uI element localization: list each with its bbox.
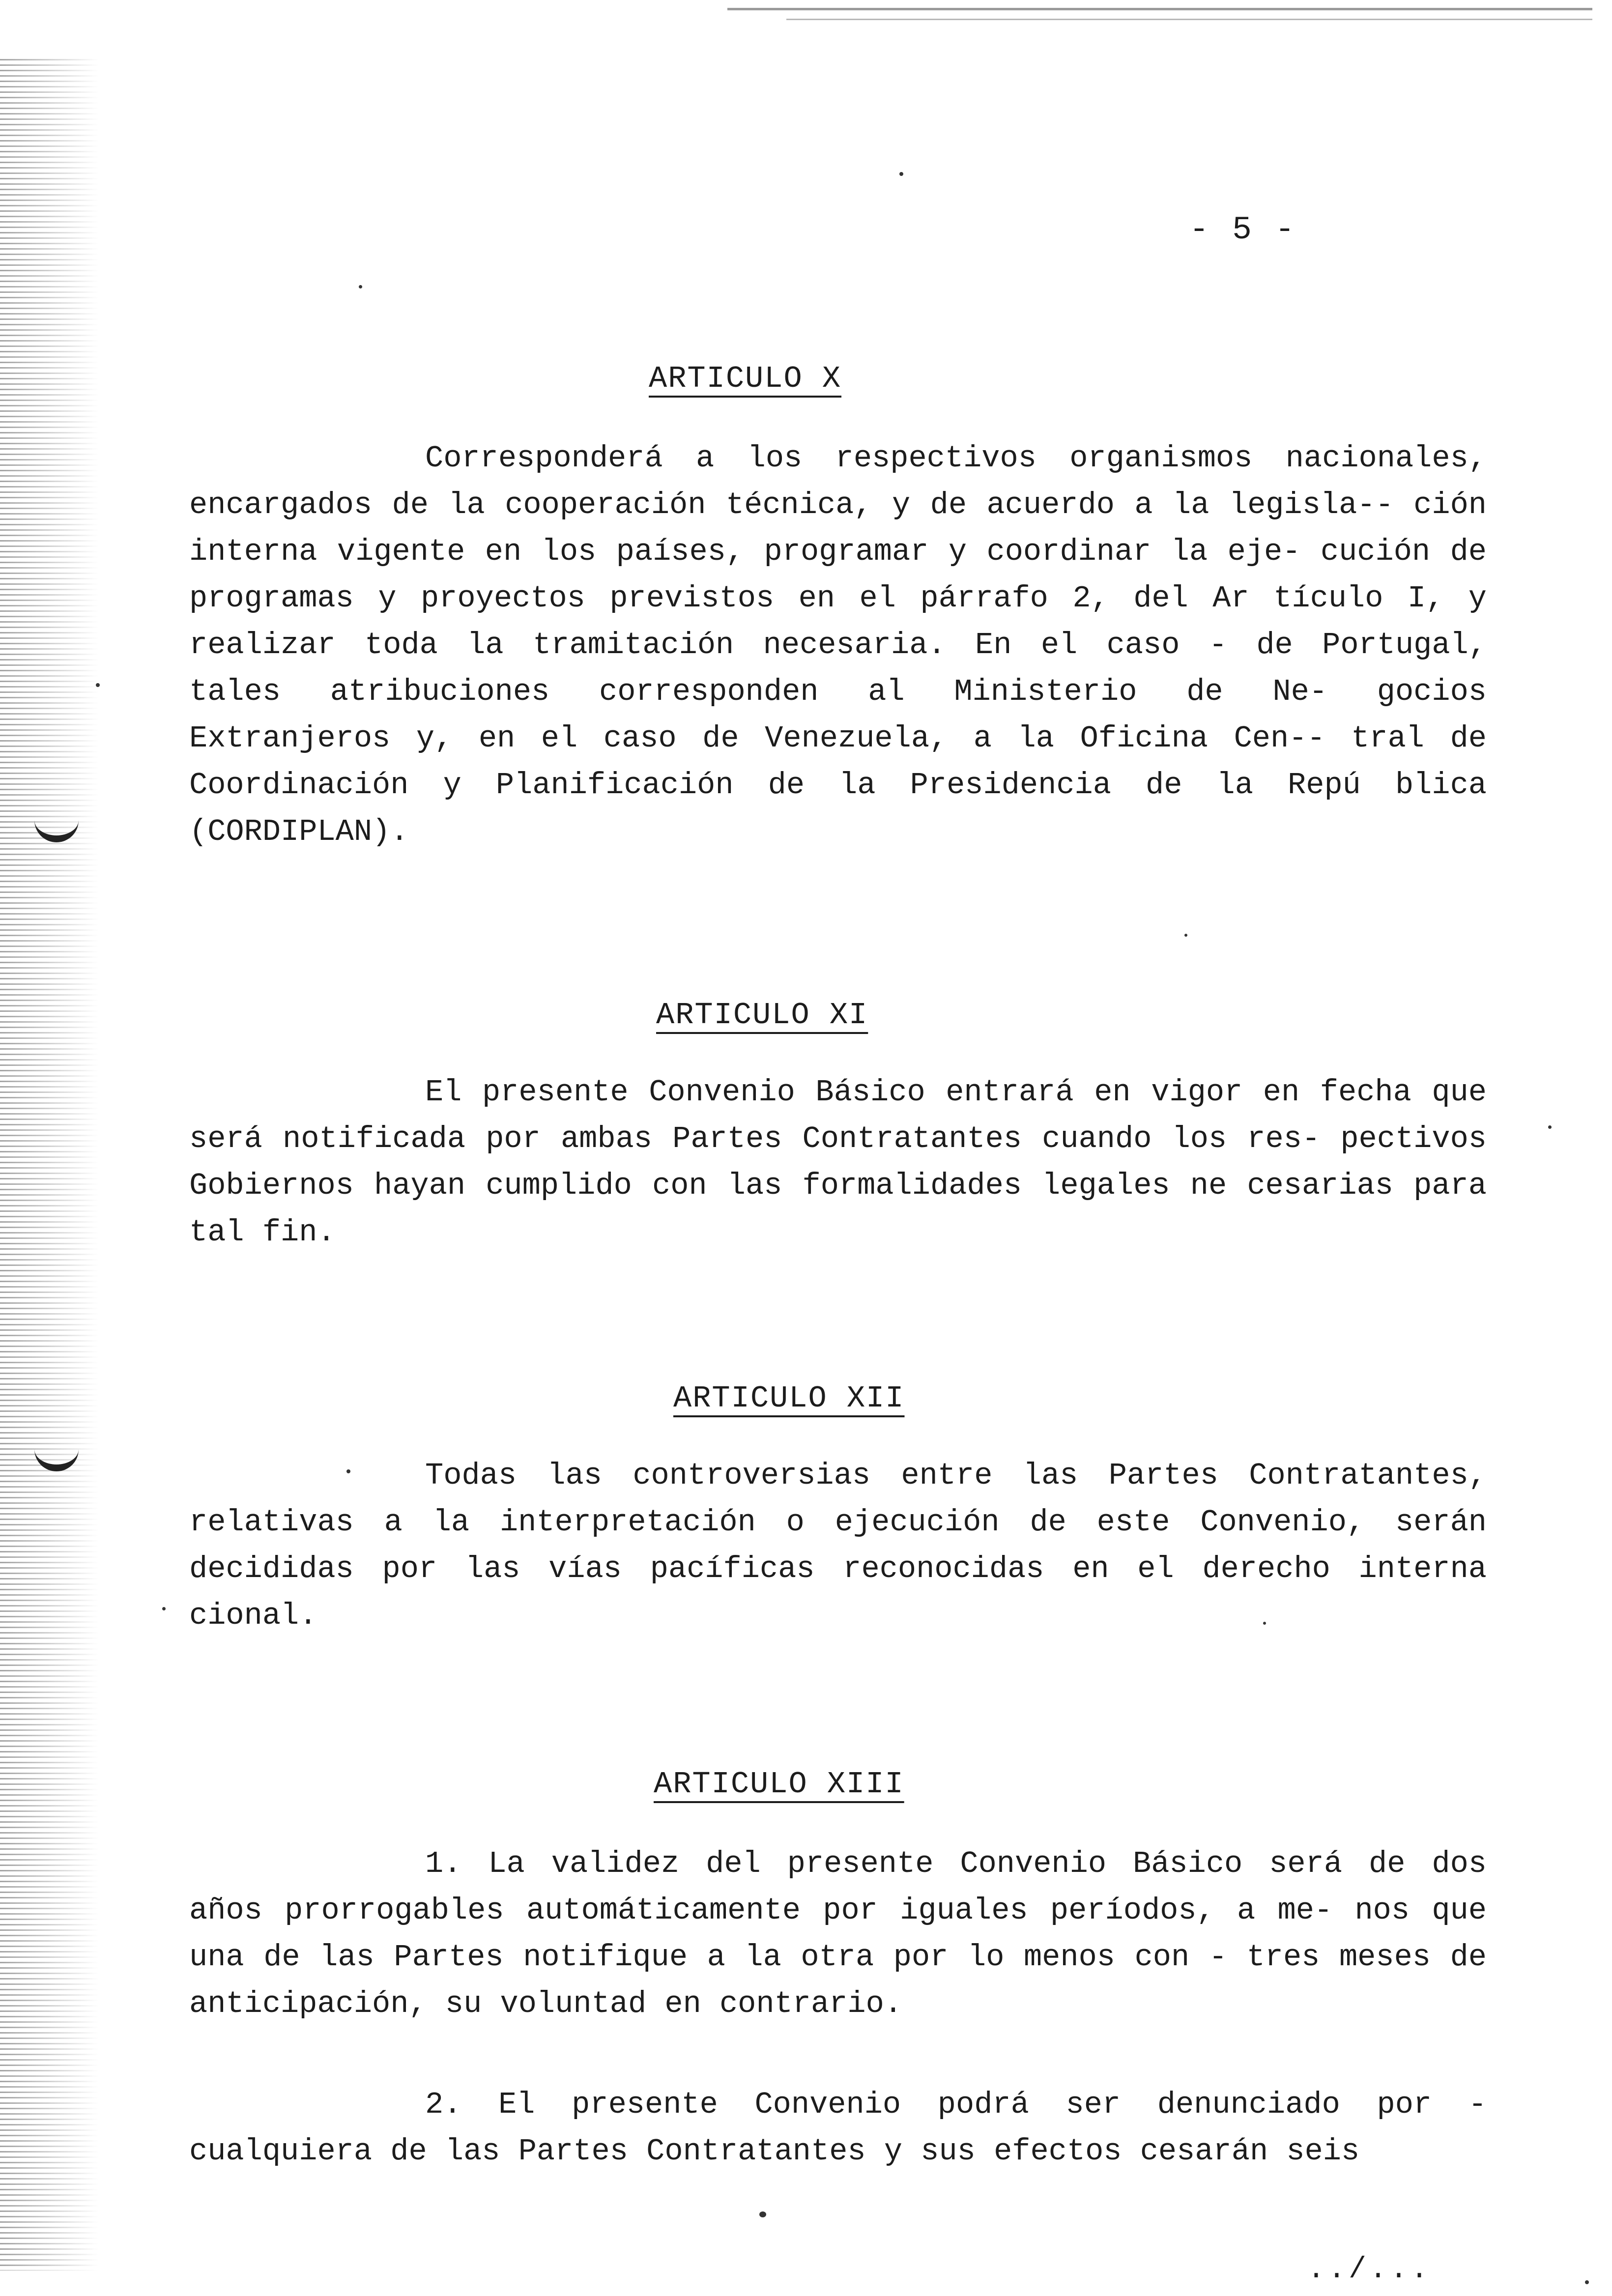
article-x-paragraph xyxy=(189,435,1487,855)
continuation-mark: ../... xyxy=(1307,2253,1432,2287)
article-xi-paragraph xyxy=(189,1069,1487,1256)
article-xiii-paragraph-2 xyxy=(189,2081,1487,2175)
article-xii-paragraph xyxy=(189,1452,1487,1639)
scan-artifact-top-rule-secondary xyxy=(786,19,1592,20)
article-xii-paragraph-text: Todas las controversias entre las Partes Contratantes, relativas a la interpretación o ejecución de este Convenio, serán decididas por las vías pacíficas reconocidas en el derecho interna cional. xyxy=(189,1458,1487,1633)
article-heading-x: ARTICULO X xyxy=(649,361,842,396)
article-xiii-paragraph-2-text: 2. El presente Convenio podrá ser denunciado por - cualquiera de las Partes Contratantes y sus efectos cesarán seis xyxy=(189,2087,1487,2169)
article-xiii-paragraph-1 xyxy=(189,1840,1487,2027)
article-heading-xiii: ARTICULO XIII xyxy=(654,1767,904,1802)
article-xi-paragraph-text: El presente Convenio Básico entrará en vigor en fecha que será notificada por ambas Partes Contratantes cuando los res- pectivos Gobiernos hayan cumplido con las formalidades legales ne cesarias para tal fin. xyxy=(189,1075,1487,1250)
article-x-paragraph-text: Corresponderá a los respectivos organismos nacionales, encargados de la cooperación técnica, y de acuerdo a la legisla-- ción interna vigente en los países, programar y coordinar la eje- cución de programas y proyectos previstos en el párrafo 2, del Ar tículo I, y realizar toda la tramitación necesaria. En el caso - de Portugal, tales atribuciones corresponden al Ministerio de Ne- gocios Extranjeros y, en el caso de Venezuela, a la Oficina Cen-- tral de Coordinación y Planificación de la Presidencia de la Repú blica (CORDIPLAN). xyxy=(189,441,1487,849)
article-xiii-paragraph-1-text: 1. La validez del presente Convenio Básico será de dos años prorrogables automáticamente por iguales períodos, a me- nos que una de las Partes notifique a la otra por lo menos con - tres meses de anticipación, su voluntad en contrario. xyxy=(189,1846,1487,2021)
article-heading-xii: ARTICULO XII xyxy=(673,1381,905,1416)
scan-artifact-left-edge xyxy=(0,59,98,2270)
article-heading-xi: ARTICULO XI xyxy=(656,998,868,1033)
page-number: - 5 - xyxy=(1189,211,1297,248)
scan-artifact-top-rule xyxy=(727,8,1592,10)
